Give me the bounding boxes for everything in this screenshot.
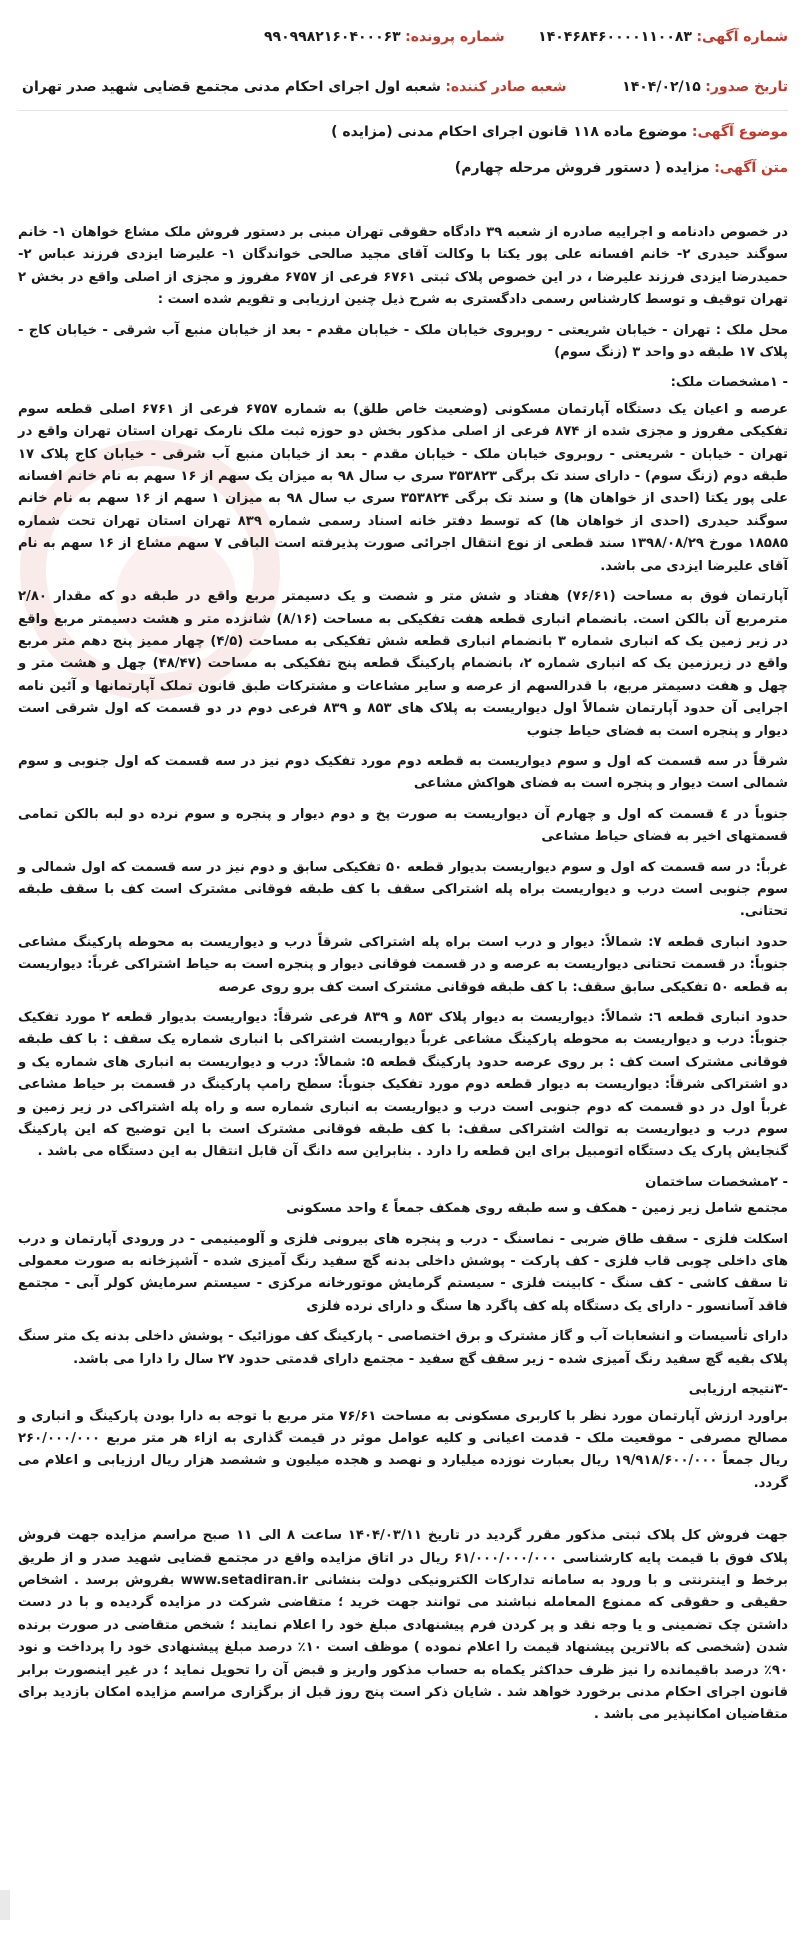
paragraph-location: محل ملک : تهران - خیابان شریعتی - روبروی خیابان ملک - خیابان مقدم - بعد از خیابان منبع آب شرقی - خیابان کاج - پلاک ۱۷ طبقه دو واحد ۳ (زنگ سوم) [18,322,788,361]
header-separator [18,110,788,111]
subject-row [18,120,788,144]
paragraph-valuation: براورد ارزش آپارتمان مورد نظر با کاربری مسکونی به مساحت ۷۶/۶۱ متر مربع با توجه به دارا بودن پارکینگ و انباری و مصالح مصرفی - موقعیت ملک - قدمت اعیانی و کلیه عوامل موثر در قیمت گذاری به ازاء هر متر مربع ۲۶۰/۰۰۰/۰۰۰ ریال جمعاً ۱۹/۹۱۸/۶۰۰/۰۰۰ ریال بعبارت نوزده میلیارد و نهصد و هجده میلیون و ششصد هزار ریال ارزیابی و اعلام می گردد. [18,1408,788,1491]
paragraph-building-materials: اسکلت فلزی - سقف طاق ضربی - نماسنگ - درب و پنجره های بیرونی فلزی و آلومینیمی - در ورودی آپارتمان و درب های داخلی چوبی قاب فلزی - کف پارکت - پوشش داخلی بدنه گچ سفید رنگ آمیزی شده - آشپزخانه به صورت معمولی تا سقف کاشی - کف سنگ - کابینت فلزی - سیستم گرمایش موتورخانه مرکزی - سیستم سرمایش کولر آبی - مجتمع فاقد آسانسور - دارای یک دستگاه پله کف پاگرد ها سنگ و دارای نرده فلزی [18,1231,788,1314]
paragraph-west-boundary: غرباً: در سه قسمت که اول و سوم دیواریست بدیوار قطعه ۵۰ تفکیکی سابق و دوم نیز در سه قسمت که اول شمالی و سوم جنوبی است درب و دیواریست براه پله اشتراکی سقف با کف طبقه فوقانی مشترک است کف با سقف طبقه تحتانی. [18,859,788,920]
paragraph-storage-6-parking: حدود انباری قطعه ٦: شمالاً: دیواریست به دیوار پلاک ۸۵۳ و ۸۳۹ فرعی شرقاً: دیواریست بدیوار قطعه ۲ مورد تفکیک جنوباً: درب و دیواریست به محوطه پارکینگ مشاعی غرباً دیواریست اشتراکی با انباری شماره یک سقف : با کف طبقه فوقانی مشترک است کف : بر روی عرصه حدود پارکینگ قطعه ۵: شمالاً: درب و دیواریست به انباری های شماره یک و دو اشتراکی شرقاً: دیواریست به دیوار قطعه دوم مورد تفکیک جنوباً: سطح رامپ پارکینگ در قسمت بر حیاط مشاعی غرباً اول در دو قسمت که دوم جنوبی است درب و دیواریست به انباری شماره سه و راه پله اشتراکی در زیر زمین و سوم درب و دیواریست به توالت اشتراکی سقف: با کف طبقه فوقانی مشترک است با این توضیح که این پارکینگ گنجایش پارک یک دستگاه اتومبیل برای این قطعه را دارد . بنابراین سه دانگ آن قابل انتقال به این دستگاه می باشد . [18,1010,789,1160]
text-value: مزایده ( دستور فروش مرحله چهارم) [454,160,710,176]
section-heading-building: - ۲مشخصات ساختمان [645,1174,788,1190]
meta-row-numbers [18,24,788,50]
file-number: ۹۹۰۹۹۸۲۱۶۰۴۰۰۰۶۳ [264,29,401,45]
ad-number: ۱۴۰۴۶۸۴۶۰۰۰۰۱۱۰۰۸۳ [538,29,692,45]
issuing-branch-label: شعبه صادر کننده: [445,79,567,95]
paragraph-apartment-area: آپارتمان فوق به مساحت (۷۶/۶۱) هفتاد و شش متر و شصت و یک دسیمتر مربع واقع در طبقه دو که مقدار ۲/۸۰ مترمربع آن بالکن است. بانضمام انباری قطعه هفت تفکیکی به مساحت (۸/۱۶) شانزده متر و هشت دسیمتر مربع واقع در زیر زمین یک که انباری شماره ۳ بانضمام انباری قطعه شش تفکیکی به مساحت (۴/۵) چهار ممیز پنج دهم متر مربع واقع در زیرزمین یک که انباری شماره ۲، بانضمام پارکینگ قطعه پنج تفکیکی به مساحت (۴۸/۴۷) چهل و هشت متر و چهل و هفت دسیمتر مربع، با قدرالسهم از عرصه و سایر مشاعات و مشترکات طبق قانون تملک آپارتمانها و آئین نامه اجرایی آن حدود آپارتمان شمالاً اول دیواریست به پلاک های ۸۵۳ و ۸۳۹ فرعی دوم در دو قسمت که اول شرقی است دیوار و پنجره است به فضای حیاط جنوب [18,589,789,739]
text-title-row [18,156,788,180]
issue-date-label: تاریخ صدور: [705,79,788,95]
section-heading-property: - ۱مشخصات ملک: [670,375,788,391]
paragraph-property-details: عرصه و اعیان یک دستگاه آپارتمان مسکونی (وضعیت خاص طلق) به شماره ۶۷۵۷ فرعی از ۶۷۶۱ اصلی قطعه سوم تفکیکی مفروز و مجزی شده از ۸۷۴ فرعی از اصلی مذکور بخش دو حوزه ثبت ملک نارمک تهران استان تهران واقع در تهران - خیابان - شریعتی - روبروی خیابان ملک - خیابان مقدم - بعد از خیابان منبع آب شرقی - خیابان کاج پلاک ۱۷ طبقه دوم (زنگ سوم) - دارای سند تک برگی ۳۵۳۸۲۳ سری ب سال ۹۸ به میزان یک سهم از ۱۶ سهم به نام خانم افسانه علی پور یکتا (احدی از خواهان ها) و سند تک برگی ۳۵۳۸۲۴ سری ب سال ۹۸ به میزان ۱ سهم از ۱۶ سهم به نام خانم سوگند حیدری (احدی از خواهان ها) که توسط دفتر خانه اسناد رسمی شماره ۸۳۹ تهران استان تهران تحت شماره ۱۸۵۸۵ مورخ ۱۳۹۸/۰۸/۲۹ سند قطعی از نوع انتقال اجرائی صورت پذیرفته است الباقی ۷ سهم مشاع از ۱۶ سهم به نام آقای علیرضا ایزدی می باشد. [18,401,789,574]
edge-marker [0,1890,10,1920]
paragraph-auction-terms: جهت فروش کل پلاک ثبتی مذکور مقرر گردید در تاریخ ۱۴۰۴/۰۳/۱۱ ساعت ۸ الی ۱۱ صبح مراسم مزایده جهت فروش پلاک فوق با قیمت پایه کارشناسی ۶۱/۰۰۰/۰۰۰/۰۰۰ ریال در اتاق مزایده واقع در مجتمع قضایی شهید صدر و از طریق برخط و اینترنتی و با ورود به سامانه تدارکات الکترونیکی دولت بنشانی www.setadiran.ir بفروش برسد . اشخاص حقیقی و حقوقی که ممنوع المعامله نباشند می توانند جهت خرید ؛ متقاضی شرکت در مزایده گردیده و با در دست داشتن چک تضمینی و یا وجه نقد و پر کردن فرم پیشنهادی مبلغ خود را اعلام نمایند ؛ شخص متقاضی در صورت برنده شدن (شخصی که بالاترین پیشنهاد قیمت را اعلام نموده ) موظف است ۱۰٪ درصد مبلغ پیشنهادی خود را پرداخت و نود ۹۰٪ درصد باقیمانده را نیز ظرف حداکثر یکماه به حساب مذکور واریز و قبض آن را تحویل نماید ؛ در غیر اینصورت برابر قانون اجرای احکام مدنی برخورد خواهد شد . شایان ذکر است پنج روز قبل از برگزاری مراسم مزایده امکان بازدید برای متقاضیان امکانپذیر می باشد . [18,1528,789,1723]
issuing-branch-block [22,74,567,100]
issuing-branch: شعبه اول اجرای احکام مدنی مجتمع قضایی شهید صدر تهران [22,79,441,95]
subject-label: موضوع آگهی: [691,124,788,140]
paragraph-building-floors: مجتمع شامل زیر زمین - همکف و سه طبقه روی همکف جمعاً ٤ واحد مسکونی [286,1201,788,1217]
subject-value: موضوع ماده ۱۱۸ قانون اجرای احکام مدنی (مزایده ) [331,124,688,140]
paragraph-storage-7: حدود انباری قطعه ۷: شمالاً: دیوار و درب است براه پله اشتراکی شرقاً درب و دیواریست به محوطه پارکینگ مشاعی جنوباً: در قسمت تحتانی دیواریست به عرصه و در قسمت فوقانی دیوار و پنجره است به حیاط اشتراکی غرباً: دیواریست به قطعه ۵۰ تفکیکی سابق سقف: با کف طبقه فوقانی مشترک است کف برو روی عرصه [18,934,788,995]
paragraph-south-boundary: جنوباً در ٤ قسمت که اول و چهارم آن دیواریست به صورت پخ و دوم دیوار و پنجره و سوم نرده دو لبه بالکن تمامی قسمتهای اخیر به فضای حیاط مشاعی [18,806,788,845]
issue-date: ۱۴۰۴/۰۲/۱۵ [622,79,701,95]
paragraph-east-boundary: شرقاً در سه قسمت که اول و سوم دیواریست به قطعه دوم مورد تفکیک دوم نیز در سه قسمت که اول جنوبی و سوم شمالی است دیوار و پنجره است به فضای هواکش مشاعی [18,753,788,792]
text-label: متن آگهی: [714,160,788,176]
ad-number-label: شماره آگهی: [696,29,788,45]
section-heading-valuation: -۳نتیجه ارزیابی [688,1382,788,1398]
meta-row-issue [18,74,788,100]
ad-number-block [538,24,788,50]
file-number-label: شماره پرونده: [405,29,505,45]
file-number-block [264,24,505,50]
paragraph-intro: در خصوص دادنامه و اجراییه صادره از شعبه ۳۹ دادگاه حقوقی تهران مبنی بر دستور فروش ملک مشاع خواهان ۱- خانم سوگند حیدری ۲- خانم افسانه علی پور یکتا با وکالت آقای مجید صالحی خواندگان ۱- علیرضا ایزدی فرزند عباس ۲- حمیدرضا ایزدی فرزند علیرضا ، در این خصوص پلاک ثبتی ۶۷۶۱ فرعی از ۶۷۵۷ مفروز و مجزی از اصلی واقع در بخش ۲ تهران توقیف و توسط کارشناس رسمی دادگستری به شرح ذیل چنین ارزیابی و تقویم شده است : [18,225,789,308]
notice-body [18,222,788,1735]
paragraph-building-utilities: دارای تأسیسات و انشعابات آب و گاز مشترک و برق اختصاصی - پارکینگ کف موزائیک - پوشش داخلی بدنه یک متر سنگ پلاک بقیه گچ سفید رنگ آمیزی شده - زیر سقف گچ سفید - مجتمع دارای قدمتی حدود ۲۷ سال را دارا می باشد. [18,1329,788,1367]
issue-date-block [622,74,788,100]
